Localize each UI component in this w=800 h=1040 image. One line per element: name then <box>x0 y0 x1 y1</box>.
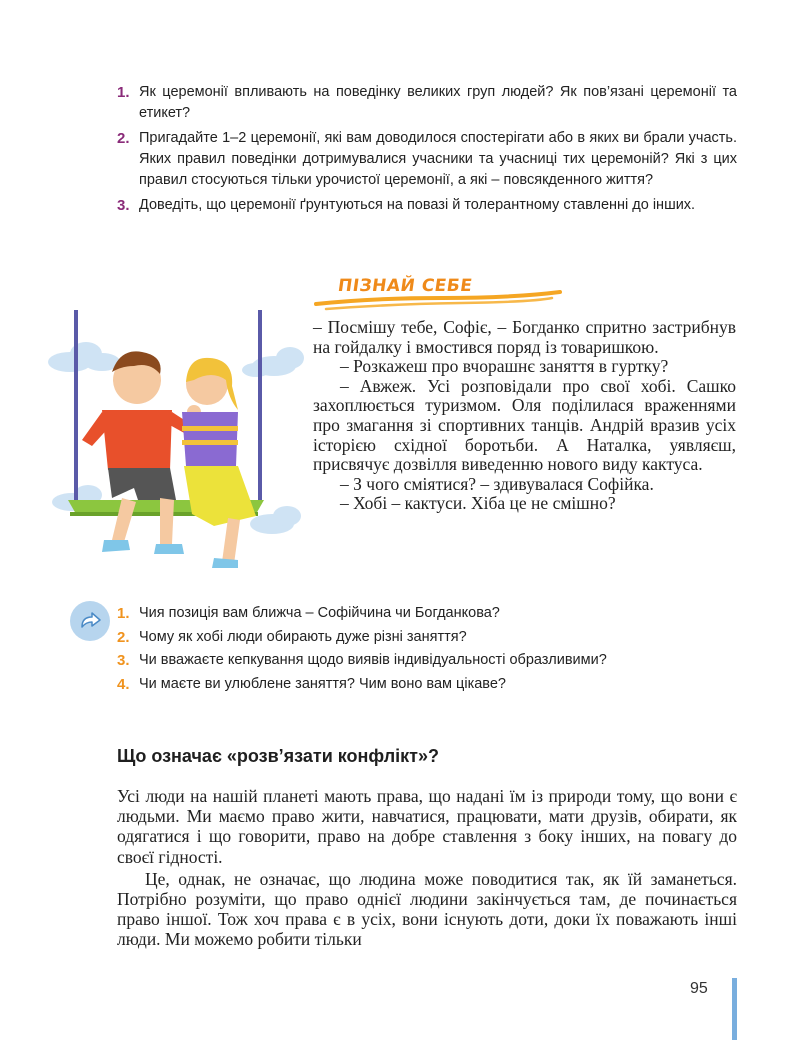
review-question <box>117 195 737 216</box>
story-line: – Авжеж. Усі розповідали про свої хобі. Сашко захоплюється туризмом. Оля поділилася враженнями про змагання зі спортивних танців. Андрій вразив усіх історією східної боротьби. А Наталка, уявляєш, присвячує дозвілля виведенню нового виду кактуса. <box>313 375 736 475</box>
question-text: Пригадайте 1–2 церемонії, які вам доводилося спостерігати або в яких ви брали участь. Яких правил поведінки дотримувалися учасники та учасниці тих церемоній? Які з цих правил стосуються тільки урочистої церемонії, а які – повсякденного життя? <box>139 130 737 188</box>
question-number: 1. <box>117 605 130 622</box>
discussion-marker <box>70 601 110 641</box>
question-number: 3. <box>117 652 130 669</box>
page-edge-bar <box>732 978 737 1040</box>
question-number: 2. <box>117 130 130 147</box>
question-number: 1. <box>117 84 130 101</box>
question-number: 3. <box>117 197 130 214</box>
section-title: Що означає «розв’язати конфлікт»? <box>117 746 439 766</box>
review-question <box>117 128 737 191</box>
story-dialogue <box>313 318 736 514</box>
story-line: – Посмішу тебе, Софіє, – Богданко спритно застрибнув на гойдалку і вмостився поряд із товаришкою. <box>313 317 736 357</box>
review-questions <box>117 82 737 220</box>
question-text: Чи маєте ви улюблене заняття? Чим воно вам цікаве? <box>139 675 506 692</box>
question-text: Доведіть, що церемонії ґрунтуються на повазі й толерантному ставленні до інших. <box>139 197 696 213</box>
discussion-question <box>117 674 737 695</box>
discussion-question <box>117 627 737 648</box>
kids-on-swing-illustration <box>42 300 308 590</box>
feature-heading-text: ПІЗНАЙ СЕБЕ <box>336 276 474 296</box>
section-body <box>117 786 737 950</box>
body-paragraph: Це, однак, не означає, що людина може поводитися так, як їй заманеться. Потрібно розуміти, що право однієї людини закінчується там, де починається право іншої. Тож хоч права є в усіх, вони існують доти, доки їх поважають інші люди. Ми можемо робити тільки <box>117 868 737 950</box>
story-line: – Хобі – кактуси. Хіба це не смішно? <box>340 493 616 514</box>
question-text: Чому як хобі люди обирають дуже різні заняття? <box>139 628 467 645</box>
discussion-question <box>117 603 737 624</box>
question-text: Чи вважаєте кепкування щодо виявів індивідуальності образливими? <box>139 652 607 668</box>
refresh-arrow-icon <box>78 611 102 631</box>
question-text: Як церемонії впливають на поведінку великих груп людей? Як пов’язані церемонії та етикет? <box>139 84 737 121</box>
review-question <box>117 82 737 124</box>
feature-heading <box>312 272 562 312</box>
question-number: 2. <box>117 628 130 646</box>
page-number: 95 <box>690 980 708 997</box>
body-paragraph: Усі люди на нашій планеті мають права, що надані їм із природи тому, що вони є людьми. Ми маємо право жити, навчатися, працювати, мати друзів, обирати, як одягатися і що говорити, право на добре ставлення з боку інших, на повагу до своєї гідності. <box>117 786 737 867</box>
discussion-questions <box>117 603 737 697</box>
story-line: – З чого сміятися? – здивувалася Софійка. <box>340 473 654 494</box>
question-text: Чия позиція вам ближча – Софійчина чи Богданкова? <box>139 605 500 621</box>
story-line: – Розкажеш про вчорашнє заняття в гуртку? <box>340 356 669 377</box>
question-number: 4. <box>117 675 130 693</box>
discussion-question <box>117 650 737 671</box>
